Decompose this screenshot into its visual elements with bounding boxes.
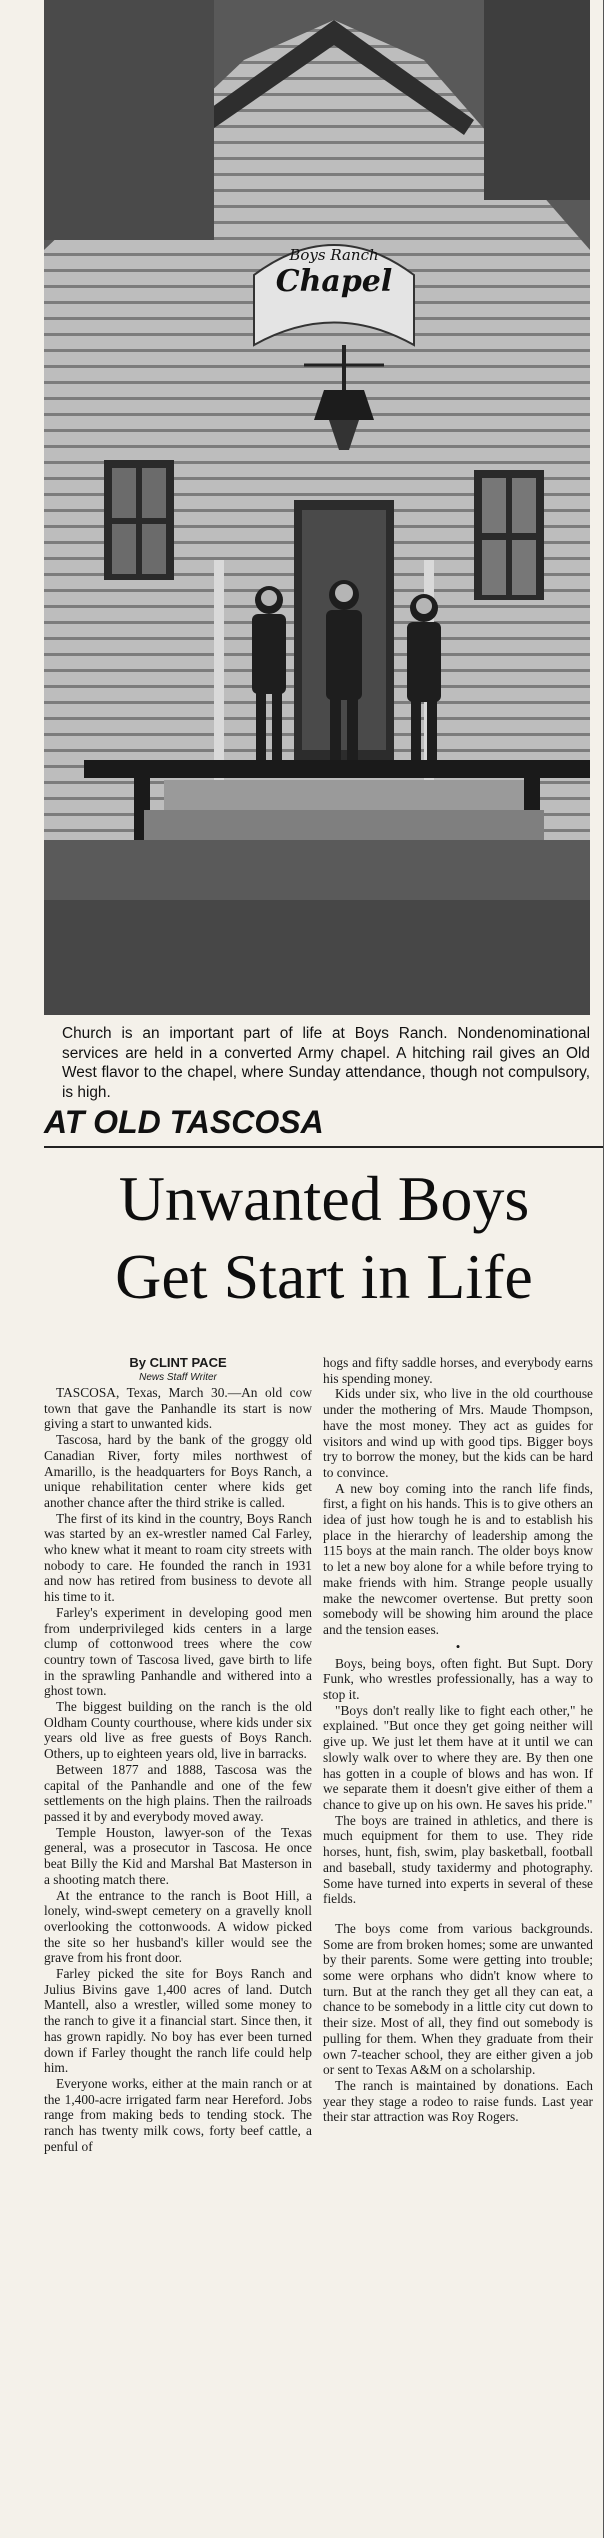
photo-caption: Church is an important part of life at Boys Ranch. Nondenominational services are held in a converted Army chapel. A hitching rail gives an Old West flavor to the chapel, where Sunday attendance, though not compulsory, is high. bbox=[62, 1025, 590, 1101]
paragraph: Tascosa, hard by the bank of the groggy old Canadian River, forty miles northwest of Amarillo, is the headquarters for Boys Ranch, a unique rehabilitation center where kids get another chance after the third strike is called. bbox=[44, 1432, 312, 1510]
chapel-illustration bbox=[44, 0, 590, 1015]
headline-line-1: Unwanted Boys bbox=[118, 1163, 530, 1234]
sign-line-2: Chapel bbox=[275, 264, 393, 299]
paragraph: Farley's experiment in developing good men from underprivileged kids centers in a large clump of cottonwood trees where the cow country town of Tascosa lived, gave birth to life in the sprawling Panhandle and withered into a ghost town. bbox=[44, 1604, 312, 1699]
paragraph: At the entrance to the ranch is Boot Hill, a lonely, wind-swept cemetery on a gravelly knoll overlooking the cottonwoods. A widow picked the site so her husband's killer would see the grave from his front door. bbox=[44, 1887, 312, 1966]
paragraph: Temple Houston, lawyer-son of the Texas general, was a prosecutor in Tascosa. He once beat Billy the Kid and Marshal Bat Masterson in a shooting match there. bbox=[44, 1824, 312, 1887]
paragraph: Kids under six, who live in the old courthouse under the mothering of Mrs. Maude Thompson, have the most money. They act as guides for visitors and wind up with good tips. Bigger boys try to borrow the money, but the kids can be hard to convince. bbox=[323, 1386, 593, 1480]
paragraph: The biggest building on the ranch is the old Oldham County courthouse, where kids under six years old live as free guests of Boys Ranch. Others, up to eighteen years old, live in barracks. bbox=[44, 1699, 312, 1762]
paragraph: TASCOSA, Texas, March 30.—An old cow town that gave the Panhandle its start is now giving a start to unwanted kids. bbox=[44, 1385, 312, 1432]
sign-text bbox=[254, 245, 414, 299]
paragraph: Farley picked the site for Boys Ranch and Julius Bivins gave 1,400 acres of land. Dutch Mantell, also a wrestler, willed some money to the ranch to give it a financial start. Since then, it has grown rapidly. No boy has ever been turned down if Farley thought the ranch life could help him. bbox=[44, 1966, 312, 2076]
paragraph: Everyone works, either at the main ranch or at the 1,400-acre irrigated farm near Hereford. Jobs range from making beds to tending stock. The ranch has twenty milk cows, forty beef cattle, a penful of bbox=[44, 2075, 312, 2154]
paragraph: The boys come from various backgrounds. Some are from broken homes; some are unwanted by their parents. Some were getting into trouble; some were orphans who didn't know where to turn. But at the ranch they get all they can eat, a chance to be somebody in a little city cut down to their size. Most of all, they find out somebody is pulling for them. When they graduate from their own 7-teacher school, they are either given a job or sent to Texas A&M on a scholarship. bbox=[323, 1920, 593, 2078]
headline-line-2: Get Start in Life bbox=[115, 1241, 533, 1312]
section-gap bbox=[323, 1907, 593, 1921]
byline bbox=[44, 1355, 312, 1385]
byline-role: News Staff Writer bbox=[139, 1372, 217, 1383]
sign-line-1: Boys Ranch bbox=[289, 246, 379, 264]
paragraph: "Boys don't really like to fight each other," he explained. "But once they get going neither will give up. We just let them have at it until we can slowly walk over to where they are. By then one has gotten in a couple of blows and has won. If we separate them it doesn't give either of them a chance to give up on his own. He saves his pride." bbox=[323, 1702, 593, 1812]
paragraph: Between 1877 and 1888, Tascosa was the capital of the Panhandle and one of the few settlements on the high plains. Then the railroads passed it by and everybody moved away. bbox=[44, 1761, 312, 1824]
paragraph: The ranch is maintained by donations. Each year they stage a rodeo to raise funds. Last year their star attraction was Roy Rogers. bbox=[323, 2077, 593, 2125]
paragraph: The boys are trained in athletics, and there is much equipment for them to use. They ride horses, hunt, fish, swim, play basketball, football and baseball, study taxidermy and photography. Some have turned into experts in several of these fields. bbox=[323, 1812, 593, 1907]
chapel-photo bbox=[44, 0, 590, 1015]
paragraph: hogs and fifty saddle horses, and everybody earns his spending money. bbox=[323, 1355, 593, 1386]
paragraph: A new boy coming into the ranch life finds, first, a fight on his hands. This is to give others an idea of just how tough he is and to establish his place in the hierarchy of leadership among the 115 boys at the main ranch. The older boys know to let a new boy alone for a while before trying to make friends with him. Strange people usually make the newcomer overtense. But pretty soon somebody will be showing him around the place and the tension eases. bbox=[323, 1480, 593, 1637]
heading-rule bbox=[44, 1146, 604, 1148]
article-column-1 bbox=[44, 1355, 312, 2154]
paragraph: The first of its kind in the country, Boys Ranch was started by an ex-wrestler named Cal Farley, who knew what it meant to roam city streets with nobody to care. He founded the ranch in 1931 and now has retired from business to devote all his time to it. bbox=[44, 1510, 312, 1605]
paragraph: Boys, being boys, often fight. But Supt. Dory Funk, who wrestles professionally, has a way to stop it. bbox=[323, 1655, 593, 1703]
headline bbox=[44, 1160, 604, 1316]
kicker-heading: AT OLD TASCOSA bbox=[44, 1104, 324, 1140]
section-bullet: • bbox=[455, 1638, 461, 1654]
byline-author: By CLINT PACE bbox=[129, 1355, 227, 1370]
article-column-2 bbox=[323, 1355, 593, 2125]
